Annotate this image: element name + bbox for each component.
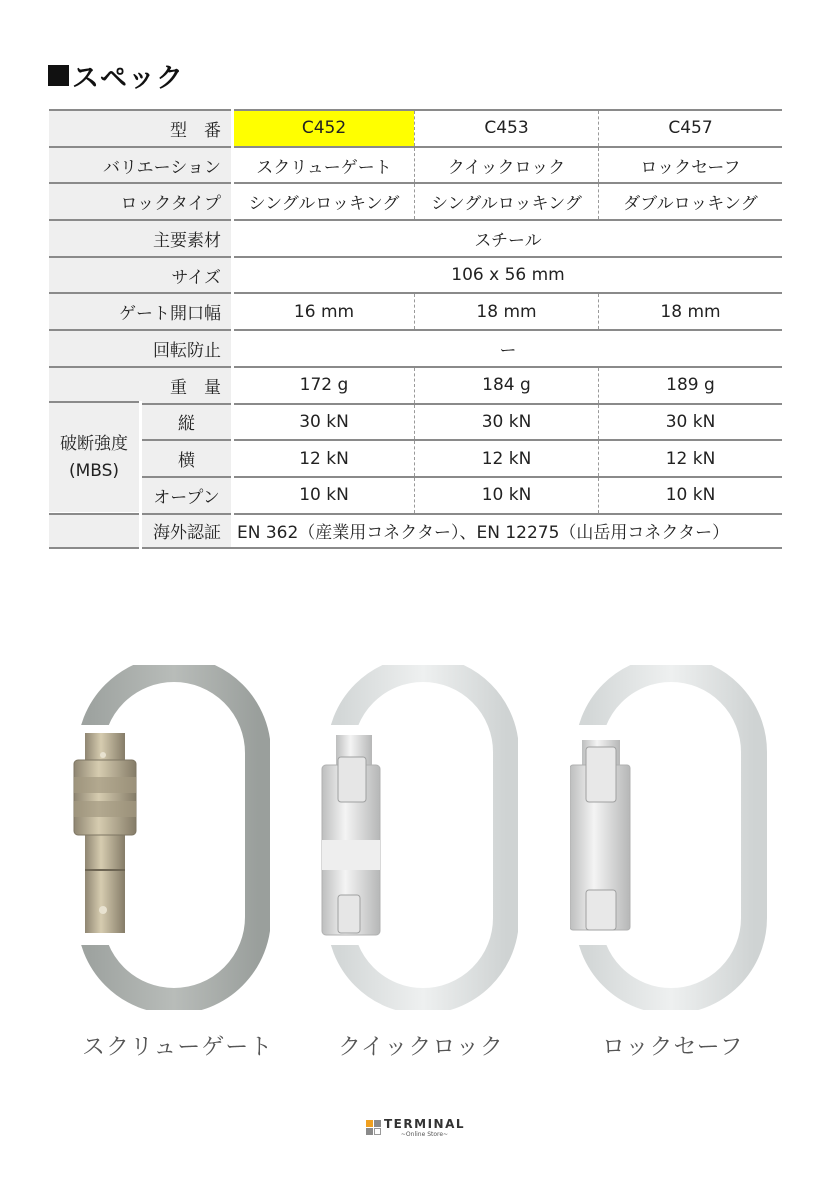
table-cell: 30 kN bbox=[598, 405, 782, 440]
table-cell: 16 mm bbox=[293, 301, 355, 322]
row-mbs-major bbox=[49, 403, 782, 440]
mbs-label-line2: (MBS) bbox=[68, 460, 120, 481]
row-label: 型 番 bbox=[49, 111, 231, 146]
row-label: サイズ bbox=[49, 258, 231, 293]
mbs-label-line1: 破断強度 bbox=[60, 433, 128, 454]
table-cell: シングルロッキング bbox=[414, 184, 598, 219]
row-label: 主要素材 bbox=[49, 221, 231, 256]
table-cell: 106 x 56 mm bbox=[451, 265, 565, 286]
product-caption: ロックセーフ bbox=[602, 1034, 744, 1060]
table-cell: 10 kN bbox=[598, 478, 782, 513]
table-cell: ダブルロッキング bbox=[598, 184, 782, 219]
brand-name: TERMINAL bbox=[384, 1117, 466, 1131]
table-cell: 189 g bbox=[598, 368, 782, 403]
row-label: ロックタイプ bbox=[49, 184, 231, 219]
section-title bbox=[48, 56, 184, 95]
table-cell: 30 kN bbox=[299, 411, 349, 432]
table-cell: 12 kN bbox=[414, 441, 598, 476]
row-gate-opening bbox=[49, 292, 782, 329]
carabiner-quicklock-icon bbox=[318, 665, 518, 1010]
store-logo bbox=[366, 1118, 465, 1138]
table-cell: 12 kN bbox=[299, 448, 349, 469]
table-cell: ー bbox=[499, 340, 517, 361]
row-label: オープン bbox=[142, 478, 231, 513]
row-material bbox=[49, 219, 782, 256]
row-label: バリエーション bbox=[49, 148, 231, 183]
row-model bbox=[49, 109, 782, 146]
row-lock-type bbox=[49, 182, 782, 219]
row-label: ゲート開口幅 bbox=[49, 294, 231, 329]
product-caption: スクリューゲート bbox=[82, 1034, 274, 1060]
table-cell: スチール bbox=[474, 230, 542, 251]
model-c457: C457 bbox=[598, 111, 782, 146]
row-mbs-minor bbox=[49, 439, 782, 476]
product-caption: クイックロック bbox=[338, 1034, 504, 1060]
row-certification bbox=[49, 513, 782, 550]
carabiner-locksafe-icon bbox=[570, 665, 770, 1010]
section-title-text: スペック bbox=[72, 63, 184, 94]
row-weight bbox=[49, 366, 782, 403]
table-cell: 12 kN bbox=[598, 441, 782, 476]
table-cell: クイックロック bbox=[414, 148, 598, 183]
row-label: 重 量 bbox=[49, 368, 231, 403]
table-cell: 184 g bbox=[414, 368, 598, 403]
table-cell: EN 362（産業用コネクター）、EN 12275（山岳用コネクター） bbox=[237, 523, 730, 544]
model-c453: C453 bbox=[414, 111, 598, 146]
product-image-locksafe bbox=[570, 665, 770, 1010]
table-cell: 172 g bbox=[299, 375, 349, 396]
model-c452: C452 bbox=[234, 111, 414, 146]
carabiner-screwgate-icon bbox=[70, 665, 270, 1010]
mbs-group-label bbox=[49, 401, 139, 512]
row-anti-rotation bbox=[49, 329, 782, 366]
table-cell: 18 mm bbox=[598, 294, 782, 329]
brand-tagline: ~Online Store~ bbox=[400, 1131, 449, 1138]
table-cell: 30 kN bbox=[414, 405, 598, 440]
row-mbs-open bbox=[49, 476, 782, 513]
table-cell: 10 kN bbox=[299, 485, 349, 506]
row-label: 海外認証 bbox=[142, 515, 231, 548]
row-label: 回転防止 bbox=[49, 331, 231, 366]
table-cell: ロックセーフ bbox=[598, 148, 782, 183]
product-image-screwgate bbox=[70, 665, 270, 1010]
row-label: 縦 bbox=[142, 405, 231, 440]
table-cell: 18 mm bbox=[414, 294, 598, 329]
table-cell: スクリューゲート bbox=[256, 157, 392, 178]
product-image-quicklock bbox=[318, 665, 518, 1010]
table-cell: 10 kN bbox=[414, 478, 598, 513]
row-size bbox=[49, 256, 782, 293]
square-bullet-icon bbox=[48, 65, 69, 86]
table-cell: シングルロッキング bbox=[248, 194, 400, 215]
logo-mark-icon bbox=[366, 1120, 381, 1135]
row-variation bbox=[49, 146, 782, 183]
row-label: 横 bbox=[142, 441, 231, 476]
spec-table bbox=[49, 109, 782, 549]
